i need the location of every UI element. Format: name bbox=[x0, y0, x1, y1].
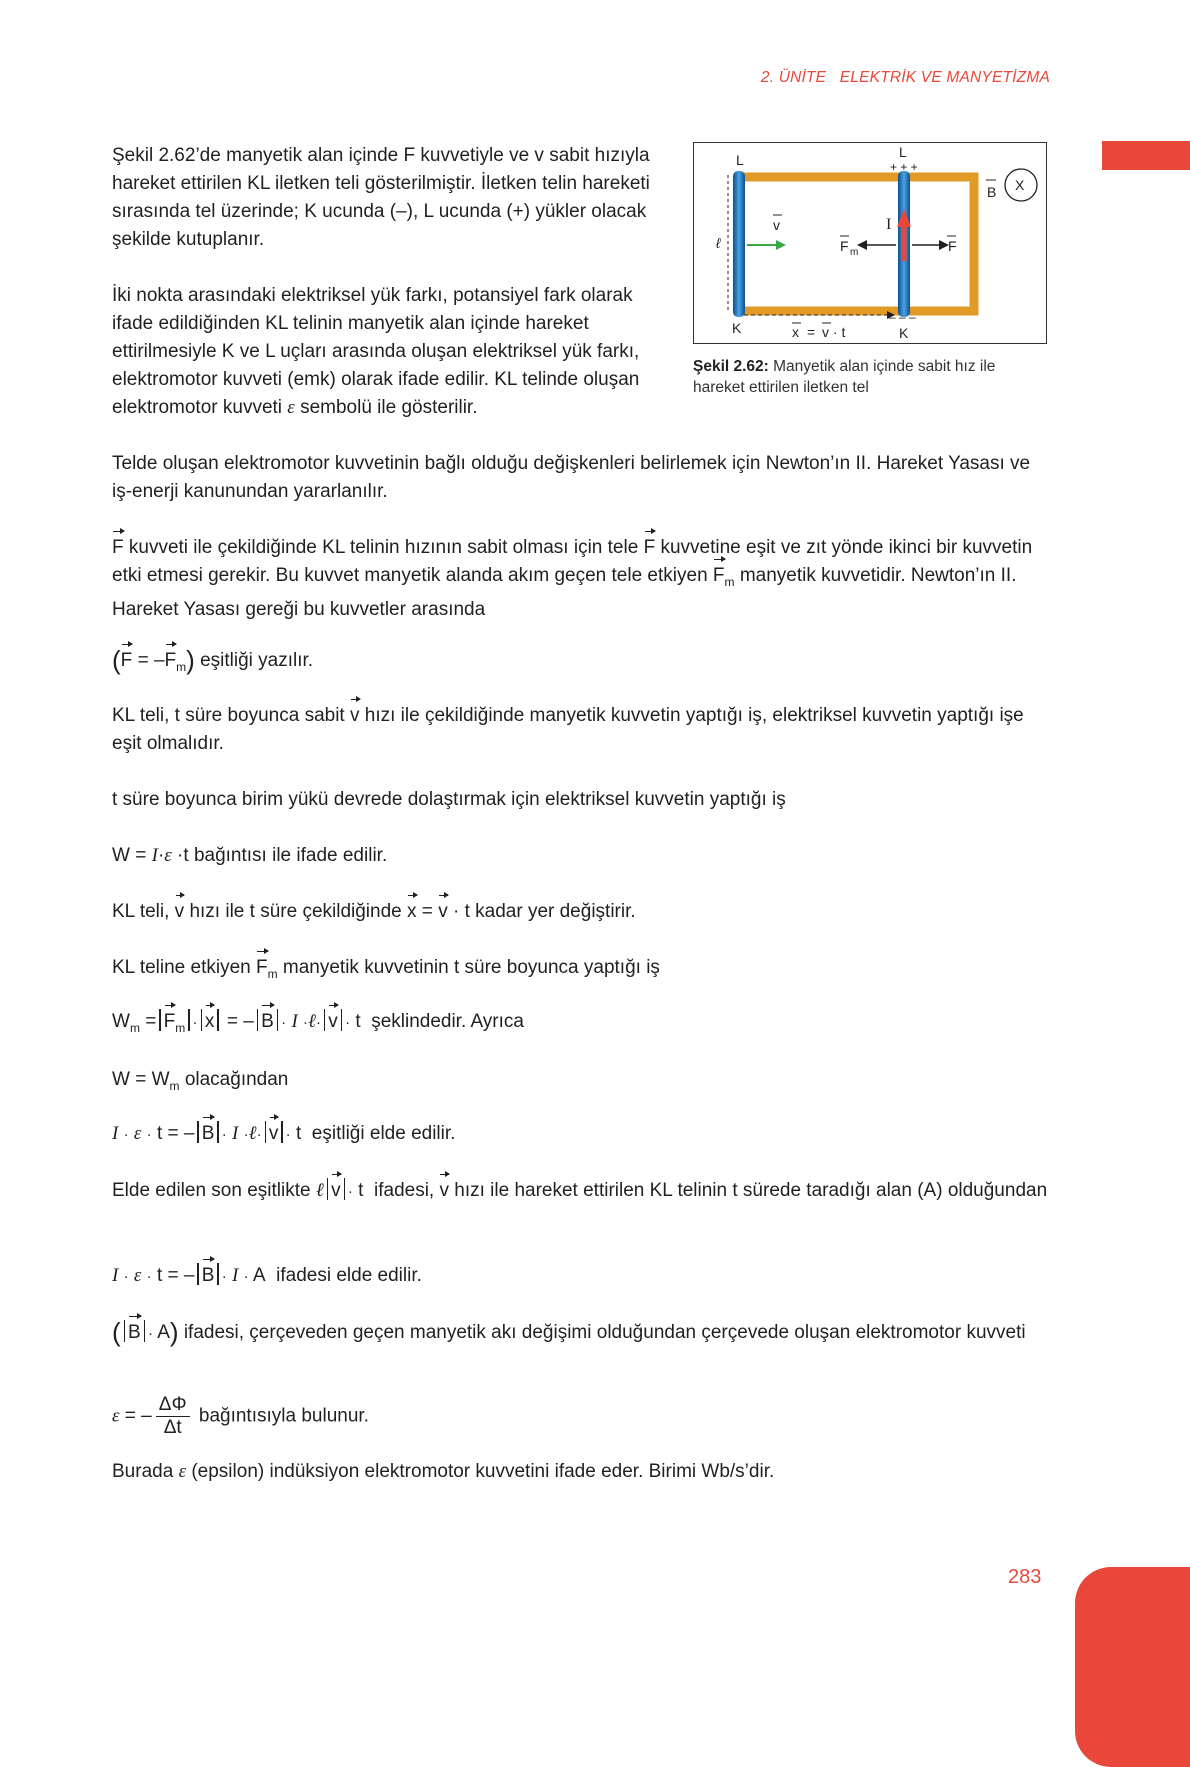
label-L-left: L bbox=[736, 152, 744, 168]
fixed-rod bbox=[733, 171, 745, 317]
paragraph-18: Burada ε (epsilon) indüksiyon elektromotor kuvvetini ifade eder. Birimi Wb/s’dir. bbox=[112, 1461, 775, 1482]
label-X: X bbox=[1015, 177, 1025, 193]
equation-work-equal: $W = W_m$ olacağından bbox=[112, 1069, 289, 1093]
label-L-right: L bbox=[899, 144, 907, 160]
label-Fm-sub: m bbox=[850, 247, 859, 258]
fraction: $\frac{\Delta\Phi}{\Delta t}$ bbox=[156, 1394, 190, 1439]
figure-caption: Şekil 2.62: Manyetik alan içinde sabit hız ile hareket ettirilen iletken tel bbox=[693, 358, 996, 396]
paragraph-9: KL teli, v hızı ile t süre çekildiğinde x = v · t kadar yer değiştirir. bbox=[112, 898, 1052, 926]
paragraph-3: Telde oluşan elektromotor kuvvetinin bağlı olduğu değişkenleri belirlemek için Newton’ın II. Hareket Yasası ve iş-enerji kanunundan yararlanılır. bbox=[112, 453, 1031, 502]
label-F: F bbox=[948, 238, 957, 254]
fm-arrowhead bbox=[857, 240, 867, 250]
paragraph-6: KL teli, t süre boyunca sabit v hızı ile çekildiğinde manyetik kuvvetin yaptığı iş, elektriksel kuvvetin yaptığı işe eşit olmalıdır. bbox=[112, 702, 1052, 758]
equation-force-balance: $(F = -F_m)$ eşitliği yazılır. bbox=[112, 645, 314, 675]
equation-work-electric: W = I·ε ·t bağıntısı ile ifade edilir. bbox=[112, 845, 388, 866]
figure-2-62 bbox=[693, 142, 1047, 344]
paragraph-16: ( B · A) ifadesi, çerçeveden geçen manyetik akı değişimi olduğundan çerçevede oluşan elektromotor kuvveti bbox=[112, 1317, 1026, 1347]
circuit-diagram bbox=[694, 143, 1046, 343]
paragraph-7: t süre boyunca birim yükü devrede dolaştırmak için elektriksel kuvvetin yaptığı iş bbox=[112, 789, 786, 810]
paragraph-14: Elde edilen son eşitlikte ℓ v · t ifadesi, v hızı ile hareket ettirilen KL telinin t sürede taradığı alan (A) olduğundan bbox=[112, 1177, 1052, 1206]
paragraph-2: İki nokta arasındaki elektriksel yük farkı, potansiyel fark olarak ifade edildiğinden KL telinin manyetik alan içinde hareket ettirilmesiyle K ve L uçları arasında oluşan elektriksel yük farkı, elektromotor kuvveti (emk) olarak ifade edilir. KL telinde oluşan elektromotor kuvveti ε sembolü ile gösterilir. bbox=[112, 285, 640, 418]
label-current-I: I bbox=[886, 216, 892, 233]
label-x: x bbox=[792, 324, 799, 340]
label-K-right: K bbox=[899, 325, 909, 341]
label-length: ℓ bbox=[716, 235, 721, 251]
equation-emf-derivation: I · ε · t = – B · I ·ℓ· v · t eşitliği elde edilir. bbox=[112, 1120, 1052, 1149]
paragraph-1: Şekil 2.62’de manyetik alan içinde F kuvvetiyle ve v sabit hızıyla hareket ettirilen KL iletken teli gösterilmiştir. İletken telin hareketi sırasında tel üzerinde; K ucunda (–), L ucunda (+) yükler olacak şekilde kutuplanır. bbox=[112, 145, 650, 250]
equation-work-magnetic: $W_m = F_m \cdot x$ = – B · I ·ℓ· v · t şeklindedir. Ayrıca bbox=[112, 1008, 1052, 1042]
label-plus-charges: + + + bbox=[890, 160, 918, 174]
label-eq: = bbox=[807, 324, 816, 340]
corner-decoration bbox=[1075, 1567, 1190, 1767]
paragraph-4: F kuvveti ile çekildiğinde KL telinin hızının sabit olması için tele F kuvvetine eşit ve zıt yönde ikinci bir kuvvetin etki etmesi gerekir. Bu kuvvet manyetik alanda akım geçen tele etkiyen $F_m$ manyetik kuvvetidir. Newton’ın II. Hareket Yasası gereği bu kuvvetler arasında bbox=[112, 534, 1052, 624]
label-vt: v · t bbox=[822, 324, 846, 340]
paragraph-10: KL teline etkiyen $F_m$ manyetik kuvvetinin t süre boyunca yaptığı iş bbox=[112, 954, 1052, 988]
label-v: v bbox=[773, 217, 780, 233]
equation-emf-area: I · ε · t = – B · I · A ifadesi elde edilir. bbox=[112, 1262, 1052, 1291]
label-K-left: K bbox=[732, 320, 742, 336]
unit-header: 2. ÜNİTE ELEKTRİK VE MANYETİZMA bbox=[760, 69, 1050, 86]
equation-faraday: ε = – $\frac{\Delta\Phi}{\Delta t}$ bağıntısıyla bulunur. bbox=[112, 1394, 369, 1438]
label-minus-charges: – – – bbox=[889, 310, 916, 324]
page-number: 283 bbox=[1008, 1566, 1042, 1588]
velocity-arrowhead bbox=[776, 240, 786, 250]
label-Fm: F bbox=[840, 238, 849, 254]
label-B: B bbox=[987, 184, 997, 200]
side-tab bbox=[1102, 141, 1190, 170]
